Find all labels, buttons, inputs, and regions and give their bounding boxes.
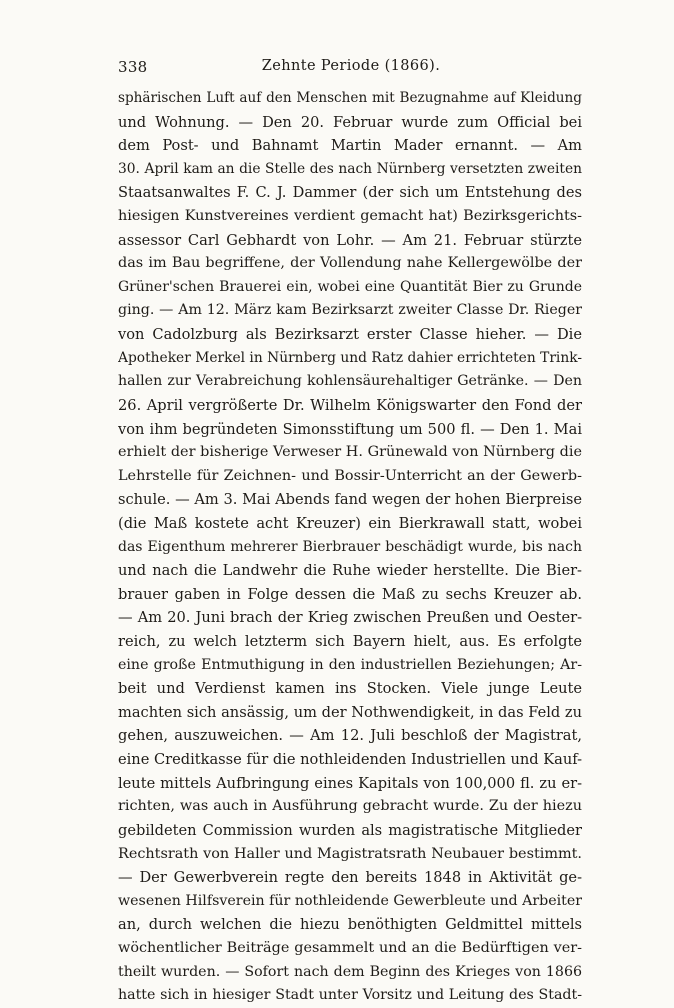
text-line: — Am 20. Juni brach der Krieg zwischen Preußen und Oester- bbox=[118, 609, 582, 627]
text-line: dem Post- und Bahnamt Martin Mader ernannt. — Am bbox=[118, 137, 582, 155]
text-line: wesenen Hilfsverein für nothleidende Gewerbleute und Arbeiter bbox=[118, 892, 582, 909]
text-line: richten, was auch in Ausführung gebracht wurde. Zu der hiezu bbox=[118, 798, 582, 815]
text-line: hiesigen Kunstvereines verdient gemacht hat) Bezirksgerichts- bbox=[118, 208, 582, 225]
text-line: erhielt der bisherige Verweser H. Grünewald von Nürnberg die bbox=[118, 444, 582, 461]
text-line: assessor Carl Gebhardt von Lohr. — Am 21. Februar stürzte bbox=[118, 231, 582, 249]
text-line: reich, zu welch letzterm sich Bayern hielt, aus. Es erfolgte bbox=[118, 633, 582, 651]
page-header bbox=[118, 58, 584, 82]
text-line: Staatsanwaltes F. C. J. Dammer (der sich um Entstehung des bbox=[118, 184, 582, 202]
body-text bbox=[118, 87, 582, 1008]
text-line: eine große Entmuthigung in den industriellen Beziehungen; Ar- bbox=[118, 656, 582, 673]
text-line: (die Maß kostete acht Kreuzer) ein Bierkrawall statt, wobei bbox=[118, 514, 582, 532]
text-line: und Wohnung. — Den 20. Februar wurde zum Official bei bbox=[118, 113, 582, 131]
text-line: wöchentlicher Beiträge gesammelt und an die Bedürftigen ver- bbox=[118, 939, 582, 956]
text-line: das im Bau begriffene, der Vollendung nahe Kellergewölbe der bbox=[118, 255, 582, 272]
text-line: — Der Gewerbverein regte den bereits 1848 in Aktivität ge- bbox=[118, 869, 582, 887]
text-line: 26. April vergrößerte Dr. Wilhelm Königswarter den Fond der bbox=[118, 396, 582, 414]
text-line: theilt wurden. — Sofort nach dem Beginn des Krieges von 1866 bbox=[118, 963, 582, 980]
text-line: von ihm begründeten Simonsstiftung um 500 fl. — Den 1. Mai bbox=[118, 420, 582, 438]
text-line: machten sich ansässig, um der Nothwendigkeit, in das Feld zu bbox=[118, 703, 582, 721]
text-line: an, durch welchen die hiezu benöthigten Geldmittel mittels bbox=[118, 916, 582, 934]
page-number: 338 bbox=[118, 58, 148, 76]
text-line: Lehrstelle für Zeichnen- und Bossir-Unterricht an der Gewerb- bbox=[118, 467, 582, 484]
text-line: gebildeten Commission wurden als magistratische Mitglieder bbox=[118, 821, 582, 839]
text-line: leute mittels Aufbringung eines Kapitals von 100,000 fl. zu er- bbox=[118, 774, 582, 792]
running-head: Zehnte Periode (1866). bbox=[261, 58, 441, 74]
text-line: schule. — Am 3. Mai Abends fand wegen der hohen Bierpreise bbox=[118, 491, 582, 509]
text-line: Grüner'schen Brauerei ein, wobei eine Quantität Bier zu Grunde bbox=[118, 278, 582, 295]
text-line: eine Creditkasse für die nothleidenden Industriellen und Kauf- bbox=[118, 751, 582, 769]
text-line: Apotheker Merkel in Nürnberg und Ratz dahier errichteten Trink- bbox=[118, 349, 582, 366]
text-line: und nach die Landwehr die Ruhe wieder herstellte. Die Bier- bbox=[118, 562, 582, 580]
text-line: Rechtsrath von Haller und Magistratsrath Neubauer bestimmt. bbox=[118, 845, 582, 862]
text-line: hallen zur Verabreichung kohlensäurehaltiger Getränke. — Den bbox=[118, 373, 582, 390]
text-line: das Eigenthum mehrerer Bierbrauer beschädigt wurde, bis nach bbox=[118, 538, 582, 555]
text-line: sphärischen Luft auf den Menschen mit Bezugnahme auf Kleidung bbox=[118, 90, 582, 106]
text-line: ging. — Am 12. März kam Bezirksarzt zweiter Classe Dr. Rieger bbox=[118, 302, 582, 319]
text-line: brauer gaben in Folge dessen die Maß zu sechs Kreuzer ab. bbox=[118, 585, 582, 603]
text-line: hatte sich in hiesiger Stadt unter Vorsitz und Leitung des Stadt- bbox=[118, 987, 582, 1004]
text-line: gehen, auszuweichen. — Am 12. Juli beschloß der Magistrat, bbox=[118, 727, 582, 745]
text-line: beit und Verdienst kamen ins Stocken. Viele junge Leute bbox=[118, 680, 582, 698]
text-line: von Cadolzburg als Bezirksarzt erster Classe hieher. — Die bbox=[118, 326, 582, 344]
text-line: 30. April kam an die Stelle des nach Nürnberg versetzten zweiten bbox=[118, 160, 582, 177]
